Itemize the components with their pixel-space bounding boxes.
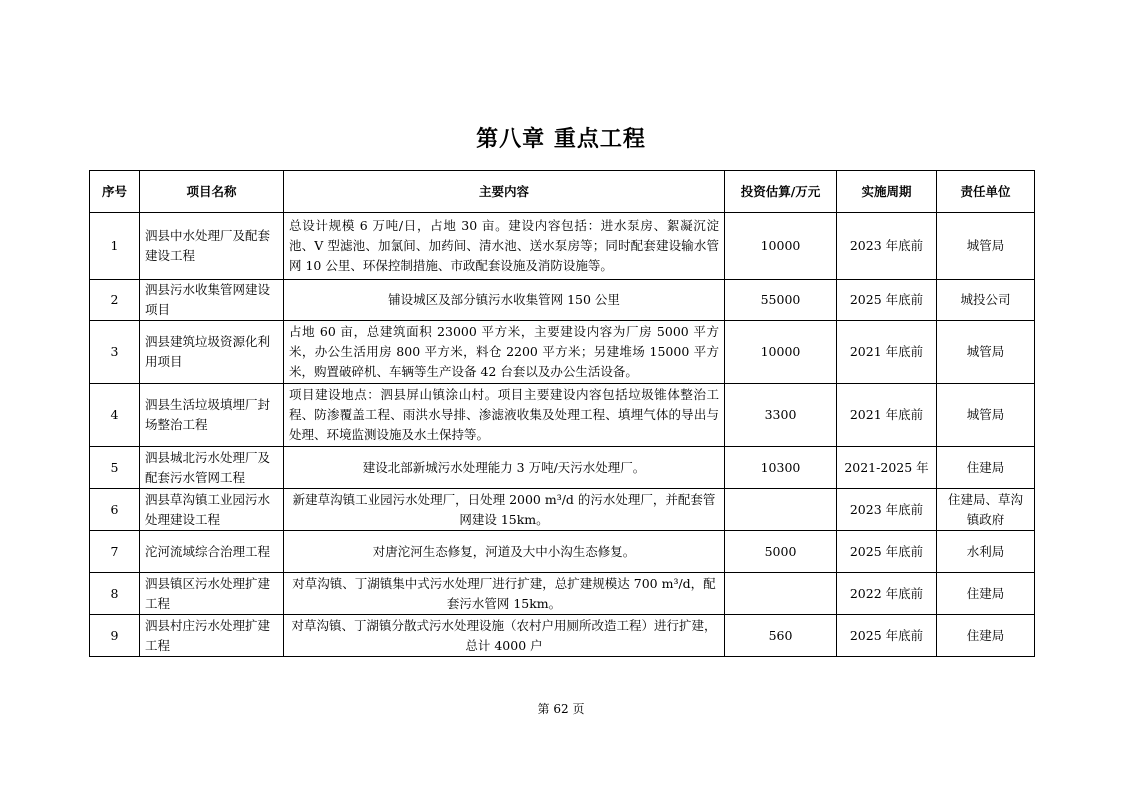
cell-main-content: 对草沟镇、丁湖镇分散式污水处理设施（农村户用厕所改造工程）进行扩建，总计 4000 户 <box>284 615 725 657</box>
cell-unit: 住建局 <box>937 615 1035 657</box>
cell-project-name: 泗县建筑垃圾资源化利用项目 <box>140 321 284 384</box>
cell-unit: 城管局 <box>937 213 1035 280</box>
table-row <box>90 447 1035 489</box>
cell-period: 2022 年底前 <box>837 573 937 615</box>
cell-no: 6 <box>90 489 140 531</box>
cell-investment: 560 <box>725 615 837 657</box>
table-row <box>90 489 1035 531</box>
cell-no: 4 <box>90 384 140 447</box>
cell-unit: 水利局 <box>937 531 1035 573</box>
header-project-name: 项目名称 <box>140 171 284 213</box>
cell-investment <box>725 489 837 531</box>
cell-investment: 10300 <box>725 447 837 489</box>
header-period: 实施周期 <box>837 171 937 213</box>
key-projects-table <box>89 170 1035 657</box>
cell-main-content: 项目建设地点：泗县屏山镇涂山村。项目主要建设内容包括垃圾锥体整治工程、防渗覆盖工程、雨洪水导排、渗滤液收集及处理工程、填埋气体的导出与处理、环境监测设施及水土保持等。 <box>284 384 725 447</box>
cell-main-content: 总设计规模 6 万吨/日，占地 30 亩。建设内容包括：进水泵房、絮凝沉淀池、V 型滤池、加氯间、加药间、清水池、送水泵房等；同时配套建设输水管网 10 公里、环保控制措施、市政配套设施及消防设施等。 <box>284 213 725 280</box>
cell-period: 2023 年底前 <box>837 489 937 531</box>
cell-period: 2025 年底前 <box>837 280 937 321</box>
table-row <box>90 280 1035 321</box>
cell-investment: 3300 <box>725 384 837 447</box>
cell-no: 5 <box>90 447 140 489</box>
cell-main-content: 新建草沟镇工业园污水处理厂，日处理 2000 m³/d 的污水处理厂，并配套管网建设 15km。 <box>284 489 725 531</box>
cell-unit: 住建局 <box>937 447 1035 489</box>
table-row <box>90 573 1035 615</box>
page-title: 第八章 重点工程 <box>476 127 646 152</box>
cell-period: 2025 年底前 <box>837 531 937 573</box>
cell-no: 7 <box>90 531 140 573</box>
cell-project-name: 泗县污水收集管网建设项目 <box>140 280 284 321</box>
header-investment: 投资估算/万元 <box>725 171 837 213</box>
cell-project-name: 泗县城北污水处理厂及配套污水管网工程 <box>140 447 284 489</box>
cell-investment <box>725 573 837 615</box>
cell-no: 8 <box>90 573 140 615</box>
cell-project-name: 泗县镇区污水处理扩建工程 <box>140 573 284 615</box>
cell-no: 1 <box>90 213 140 280</box>
cell-main-content: 建设北部新城污水处理能力 3 万吨/天污水处理厂。 <box>284 447 725 489</box>
cell-investment: 5000 <box>725 531 837 573</box>
table-row <box>90 321 1035 384</box>
cell-period: 2021 年底前 <box>837 384 937 447</box>
cell-project-name: 泗县中水处理厂及配套建设工程 <box>140 213 284 280</box>
cell-no: 3 <box>90 321 140 384</box>
cell-no: 2 <box>90 280 140 321</box>
page-number: 第 62 页 <box>537 702 585 716</box>
cell-main-content: 铺设城区及部分镇污水收集管网 150 公里 <box>284 280 725 321</box>
cell-main-content: 对唐沱河生态修复，河道及大中小沟生态修复。 <box>284 531 725 573</box>
cell-period: 2025 年底前 <box>837 615 937 657</box>
cell-unit: 城投公司 <box>937 280 1035 321</box>
table-row <box>90 213 1035 280</box>
cell-project-name: 沱河流域综合治理工程 <box>140 531 284 573</box>
cell-no: 9 <box>90 615 140 657</box>
cell-main-content: 占地 60 亩，总建筑面积 23000 平方米，主要建设内容为厂房 5000 平方米，办公生活用房 800 平方米，料仓 2200 平方米；另建堆场 15000 平方米，购置破碎机、车辆等生产设备 42 台套以及办公生活设备。 <box>284 321 725 384</box>
table-row <box>90 531 1035 573</box>
cell-unit: 住建局、草沟镇政府 <box>937 489 1035 531</box>
cell-main-content: 对草沟镇、丁湖镇集中式污水处理厂进行扩建，总扩建规模达 700 m³/d，配套污水管网 15km。 <box>284 573 725 615</box>
table-row <box>90 615 1035 657</box>
cell-unit: 城管局 <box>937 384 1035 447</box>
cell-period: 2023 年底前 <box>837 213 937 280</box>
table-row <box>90 384 1035 447</box>
cell-investment: 10000 <box>725 321 837 384</box>
header-no: 序号 <box>90 171 140 213</box>
cell-unit: 城管局 <box>937 321 1035 384</box>
cell-investment: 55000 <box>725 280 837 321</box>
header-main-content: 主要内容 <box>284 171 725 213</box>
table-header-row <box>90 171 1035 213</box>
cell-project-name: 泗县草沟镇工业园污水处理建设工程 <box>140 489 284 531</box>
cell-project-name: 泗县生活垃圾填埋厂封场整治工程 <box>140 384 284 447</box>
cell-unit: 住建局 <box>937 573 1035 615</box>
cell-project-name: 泗县村庄污水处理扩建工程 <box>140 615 284 657</box>
cell-investment: 10000 <box>725 213 837 280</box>
cell-period: 2021 年底前 <box>837 321 937 384</box>
cell-period: 2021-2025 年 <box>837 447 937 489</box>
header-responsible-unit: 责任单位 <box>937 171 1035 213</box>
